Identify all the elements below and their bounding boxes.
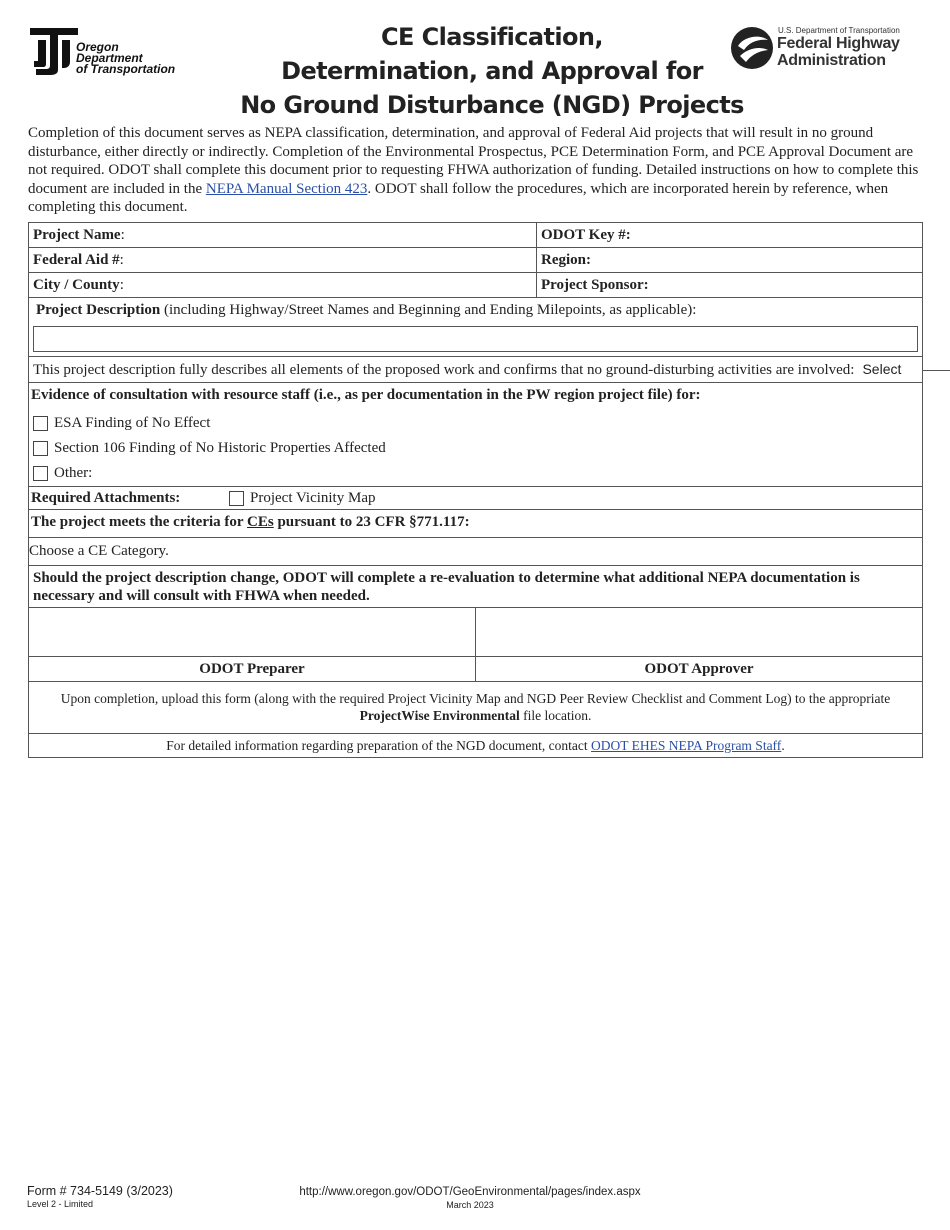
esa-checkbox[interactable] — [33, 416, 48, 431]
confirm-select-dropdown[interactable]: Select — [862, 361, 902, 377]
signature-area — [29, 608, 922, 657]
form-row-change-note — [29, 566, 922, 608]
preparer-signature-field[interactable] — [29, 608, 476, 656]
fhwa-dept-text: U.S. Department of Transportation — [778, 26, 900, 35]
project-name-field[interactable]: Project Name: — [29, 223, 537, 247]
fhwa-name-text: Federal Highway Administration — [777, 35, 900, 69]
page-header — [0, 0, 950, 124]
esa-label: ESA Finding of No Effect — [54, 415, 211, 431]
odot-logo — [28, 26, 198, 78]
form-number: Form # 734-5149 (3/2023) — [27, 1184, 173, 1198]
section-106-checkbox[interactable] — [33, 441, 48, 456]
divider — [922, 370, 950, 371]
change-note: Should the project description change, ODOT will complete a re-evaluation to determine what additional NEPA documentation is necessary and will consult with FHWA when needed. — [33, 570, 860, 604]
form-row-attachments — [29, 487, 922, 510]
ngd-form — [28, 222, 923, 758]
footer-url-block — [290, 1186, 650, 1210]
vicinity-map-label: Project Vicinity Map — [250, 490, 376, 506]
contact-line: For detailed information regarding preparation of the NGD document, contact ODOT EHES NEPA Program Staff. — [166, 738, 785, 753]
section-106-label: Section 106 Finding of No Historic Properties Affected — [54, 440, 386, 456]
form-row-description — [29, 298, 922, 357]
footer-date: March 2023 — [446, 1200, 494, 1210]
confirm-statement: This project description fully describes all elements of the proposed work and confirms that no ground-disturbing activities are involved: Select — [33, 361, 902, 378]
signature-labels — [29, 657, 922, 682]
city-county-field[interactable]: City / County: — [29, 273, 537, 297]
form-row-criteria — [29, 510, 922, 538]
fhwa-logo-icon — [730, 26, 774, 70]
approver-label: ODOT Approver — [644, 661, 754, 677]
form-row-project-name — [29, 223, 922, 248]
footer-form-info — [27, 1184, 173, 1209]
evidence-heading: Evidence of consultation with resource staff (i.e., as per documentation in the PW region project file) for: — [31, 387, 701, 403]
criteria-statement: The project meets the criteria for CEs pursuant to 23 CFR §771.117: — [31, 514, 470, 530]
attachments-line — [29, 487, 922, 509]
access-level: Level 2 - Limited — [27, 1199, 94, 1209]
other-checkbox[interactable] — [33, 466, 48, 481]
region-field[interactable]: Region: — [541, 252, 591, 268]
nepa-staff-link[interactable]: ODOT EHES NEPA Program Staff — [591, 738, 782, 753]
odot-logo-text: Oregon Department of Transportation — [76, 40, 176, 76]
approver-signature-field[interactable] — [476, 608, 922, 656]
intro-paragraph: Completion of this document serves as NEPA classification, determination, and approval of Federal Aid projects that will result in no ground disturbance, either directly or indirectly. Completion of the Environmental Prospectus, PCE Determination Form, and PCE Approval Document are not required. ODOT shall complete this document prior to requesting FHWA authorization of funding. Detailed instructions on how to complete this document are included in the NEPA Manual Section 423. ODOT shall follow the procedures, which are incorporated herein by reference, when completing this document. — [28, 125, 919, 215]
project-sponsor-field[interactable]: Project Sponsor: — [541, 277, 649, 293]
form-row-confirm — [29, 357, 922, 383]
attachments-label: Required Attachments: — [31, 490, 181, 506]
nepa-manual-link[interactable]: NEPA Manual Section 423 — [205, 180, 368, 197]
odot-key-field[interactable]: ODOT Key #: — [541, 227, 631, 243]
page-title: CE Classification, Determination, and Approval for No Ground Disturbance (NGD) Projects — [240, 23, 744, 119]
form-row-federal-aid — [29, 248, 922, 273]
ce-category-dropdown[interactable]: Choose a CE Category. — [29, 543, 169, 559]
esa-option — [29, 407, 922, 435]
odot-logo-icon — [28, 26, 80, 76]
upload-instructions: Upon completion, upload this form (along with the required Project Vicinity Map and NGD Peer Review Checklist and Comment Log) to the appropriate ProjectWise Environmental file location. — [29, 682, 922, 734]
vicinity-map-checkbox[interactable] — [229, 491, 244, 506]
project-description-input[interactable] — [33, 326, 918, 352]
other-option — [29, 460, 922, 486]
form-row-ce-category — [29, 538, 922, 566]
other-label: Other: — [54, 465, 93, 481]
description-label: Project Description (including Highway/Street Names and Beginning and Ending Milepoints, as applicable): — [36, 302, 697, 318]
federal-aid-field[interactable]: Federal Aid #: — [29, 248, 537, 272]
form-row-city-county — [29, 273, 922, 298]
section-106-option — [29, 435, 922, 460]
form-row-evidence — [29, 383, 922, 487]
preparer-label: ODOT Preparer — [29, 657, 476, 681]
footer-url[interactable]: http://www.oregon.gov/ODOT/GeoEnvironmental/pages/index.aspx — [299, 1186, 641, 1198]
fhwa-logo — [730, 24, 930, 74]
